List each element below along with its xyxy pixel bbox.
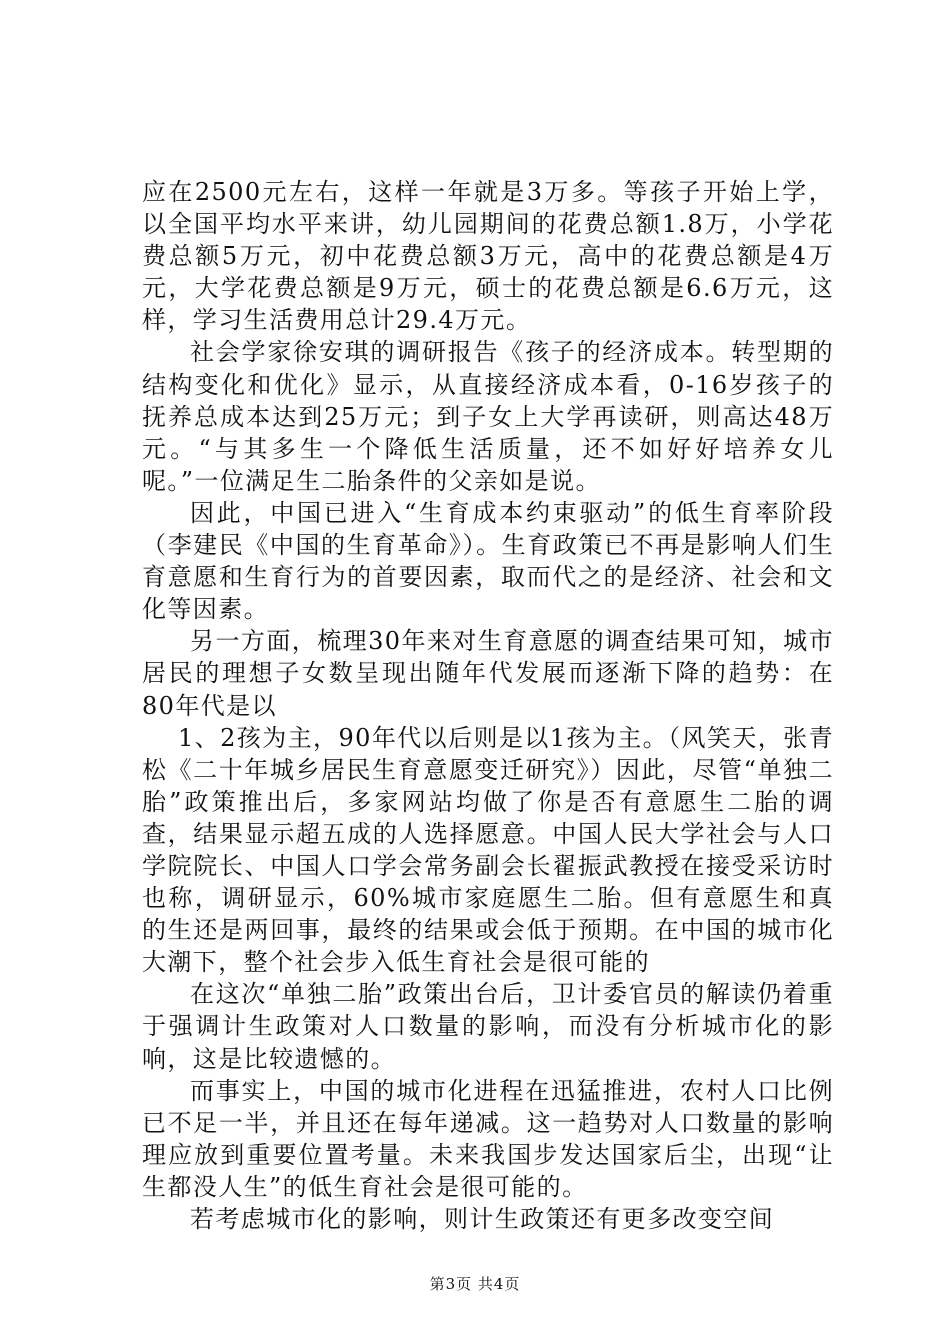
paragraph-8: 若考虑城市化的影响，则计生政策还有更多改变空间 bbox=[190, 1205, 775, 1233]
paragraph-7: 而事实上，中国的城市化进程在迅猛推进，农村人口比例已不足一半，并且还在每年递减。这一趋势对人口数量的影响理应放到重要位置考量。未来我国步发达国家后尘，出现“让生都没人生”的低生育社会是很可能的。 bbox=[142, 1076, 834, 1201]
paragraph-3: 因此，中国已进入“生育成本约束驱动”的低生育率阶段（李建民《中国的生育革命》）。生育政策已不再是影响人们生育意愿和生育行为的首要因素，取而代之的是经济、社会和文化等因素。 bbox=[142, 498, 834, 624]
paragraph-2: 社会学家徐安琪的调研报告《孩子的经济成本。转型期的结构变化和优化》显示，从直接经济成本看，0-16岁孩子的抚养总成本达到25万元；到子女上大学再读研，则高达48万元。“与其多生一个降低生活质量，还不如好好培养女儿呢。”一位满足生二胎条件的父亲如是说。 bbox=[142, 338, 834, 495]
paragraph-4: 另一方面，梳理30年来对生育意愿的调查结果可知，城市居民的理想子女数呈现出随年代发展而逐渐下降的趋势：在80年代是以 bbox=[142, 627, 834, 720]
paragraph-5: 1、2孩为主，90年代以后则是以1孩为主。（风笑天，张青松《二十年城乡居民生育意愿变迁研究》）因此，尽管“单独二胎”政策推出后，多家网站均做了你是否有意愿生二胎的调查，结果显示超五成的人选择愿意。中国人民大学社会与人口学院院长、中国人口学会常务副会长翟振武教授在接受采访时也称，调研显示，60%城市家庭愿生二胎。但有意愿生和真的生还是两回事，最终的结果或会低于预期。在中国的城市化大潮下，整个社会步入低生育社会是很可能的 bbox=[142, 723, 834, 977]
page-footer: 第3页 共4页 bbox=[429, 1275, 521, 1293]
document-body bbox=[142, 176, 834, 1235]
paragraph-6: 在这次“单独二胎”政策出台后，卫计委官员的解读仍着重于强调计生政策对人口数量的影响，而没有分析城市化的影响，这是比较遗憾的。 bbox=[142, 980, 834, 1073]
paragraph-1: 应在2500元左右，这样一年就是3万多。等孩子开始上学，以全国平均水平来讲，幼儿园期间的花费总额1.8万，小学花费总额5万元，初中花费总额3万元，高中的花费总额是4万元，大学花费总额是9万元，硕士的花费总额是6.6万元，这样，学习生活费用总计29.4万元。 bbox=[142, 178, 834, 335]
